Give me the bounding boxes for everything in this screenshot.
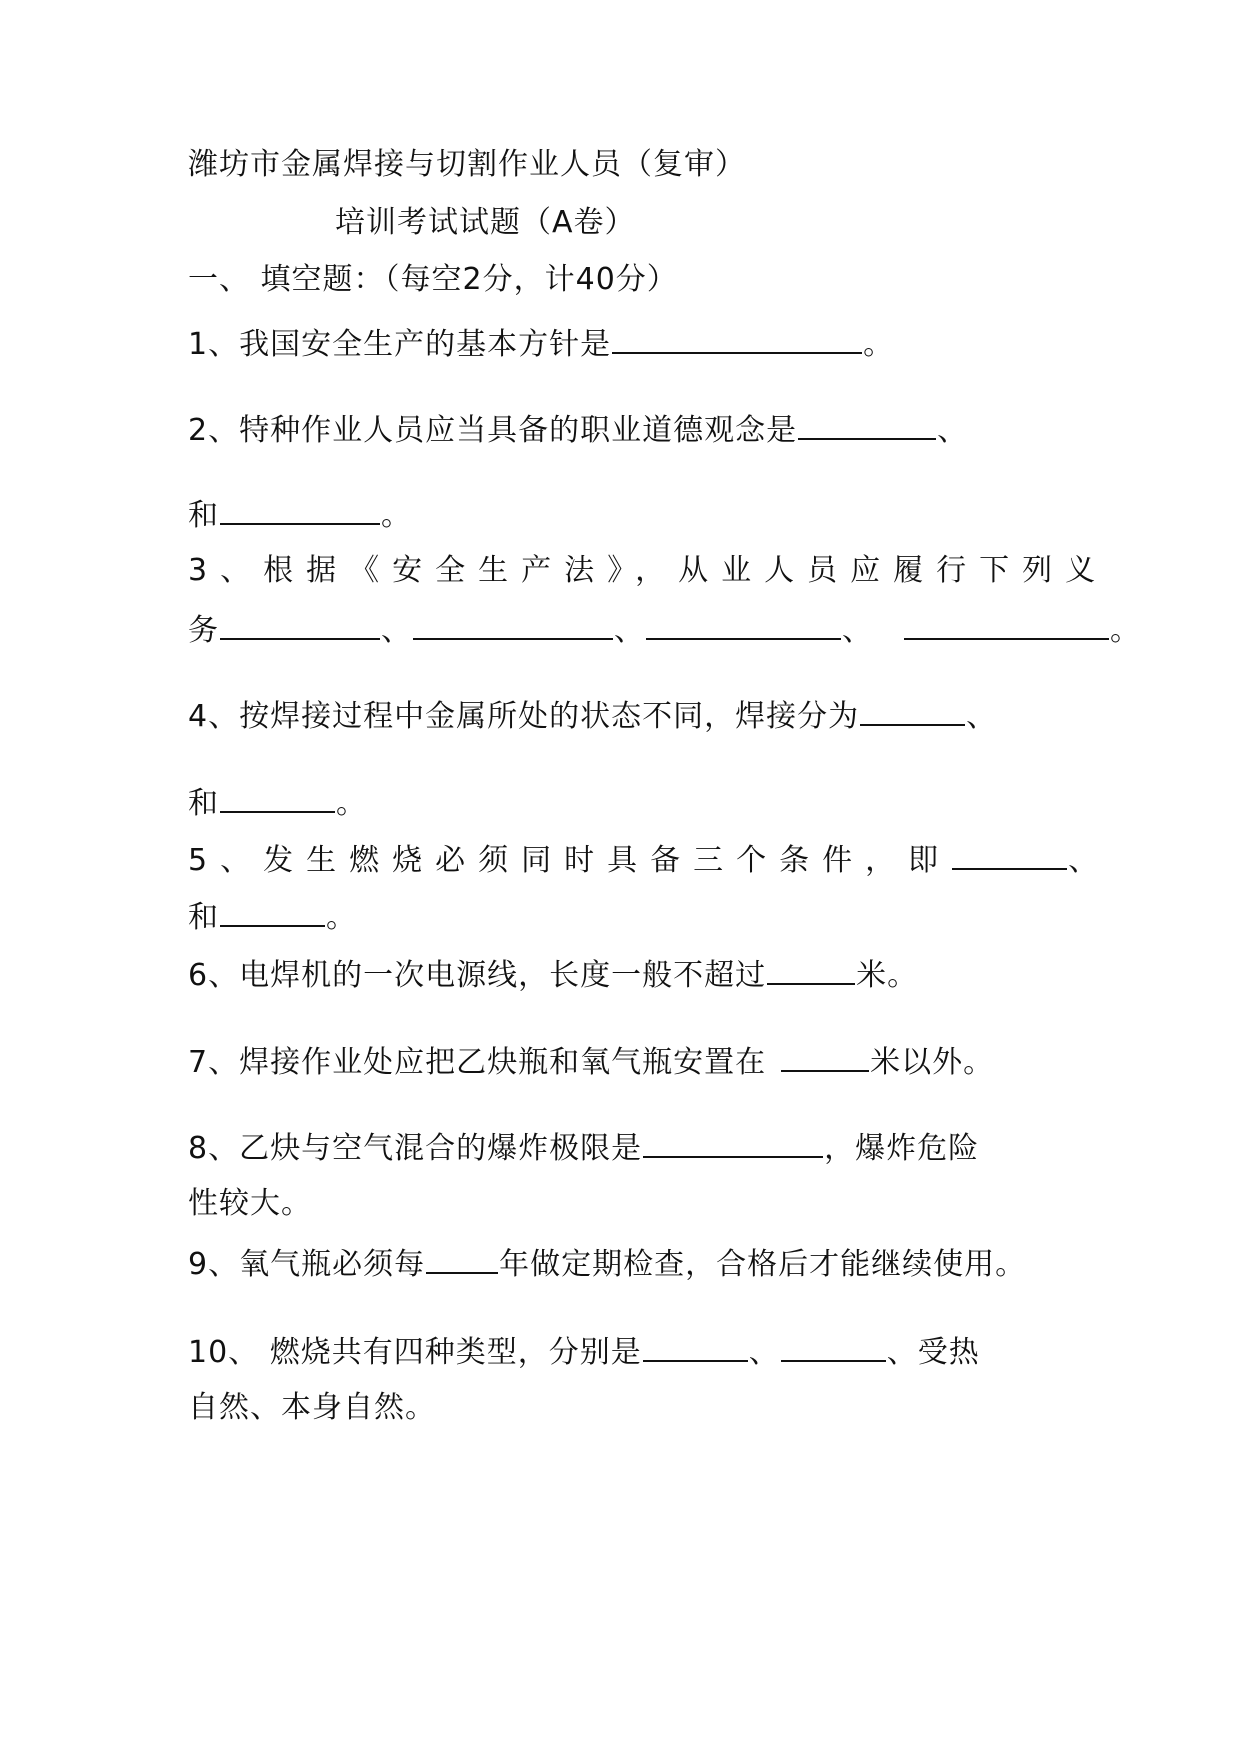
answer-blank[interactable] — [781, 1330, 886, 1362]
answer-blank[interactable] — [413, 608, 613, 640]
answer-blank[interactable] — [860, 694, 965, 726]
question-7: 7、焊接作业处应把乙炔瓶和氧气瓶安置在 米以外。 — [188, 1040, 994, 1083]
question-6: 6、电焊机的一次电源线，长度一般不超过 米。 — [188, 953, 918, 996]
question-5-cont: 和 。 — [188, 895, 357, 938]
answer-blank[interactable] — [767, 953, 855, 985]
answer-blank[interactable] — [643, 1330, 748, 1362]
question-text: 5、发生燃烧必须同时具备三个条件，即 — [188, 843, 952, 878]
title-line-1: 潍坊市金属焊接与切割作业人员（复审） — [188, 147, 746, 182]
question-text: 6、电焊机的一次电源线，长度一般不超过 — [188, 958, 767, 993]
answer-blank[interactable] — [220, 895, 325, 927]
question-text: 10、 燃烧共有四种类型，分别是 — [188, 1335, 642, 1370]
answer-blank[interactable] — [952, 838, 1067, 870]
title-line-2: 培训考试试题（A卷） — [335, 205, 636, 240]
question-8-cont: 性较大。 — [188, 1186, 312, 1221]
question-8: 8、乙炔与空气混合的爆炸极限是 ，爆炸危险 — [188, 1126, 979, 1169]
answer-blank[interactable] — [220, 493, 380, 525]
answer-blank[interactable] — [798, 408, 936, 440]
answer-blank[interactable] — [612, 322, 862, 354]
question-text: 8、乙炔与空气混合的爆炸极限是 — [188, 1131, 643, 1166]
question-3-cont: 务 、 、 、 。 — [188, 608, 1141, 651]
answer-blank[interactable] — [646, 608, 841, 640]
answer-blank[interactable] — [781, 1040, 869, 1072]
question-3: 3、根据《安全生产法》，从业人员应履行下列义 — [188, 553, 1109, 588]
question-2: 2、特种作业人员应当具备的职业道德观念是 、 — [188, 408, 968, 451]
question-text: 7、焊接作业处应把乙炔瓶和氧气瓶安置在 — [188, 1045, 767, 1080]
answer-blank[interactable] — [220, 608, 380, 640]
answer-blank[interactable] — [904, 608, 1109, 640]
question-text: 9、氧气瓶必须每 — [188, 1247, 426, 1282]
question-5: 5、发生燃烧必须同时具备三个条件，即 、 — [188, 838, 1099, 881]
question-9: 9、氧气瓶必须每 年做定期检查，合格后才能继续使用。 — [188, 1242, 1026, 1285]
question-4-cont: 和 。 — [188, 781, 367, 824]
question-text: 2、特种作业人员应当具备的职业道德观念是 — [188, 413, 798, 448]
section-heading: 一、 填空题：（每空2分，计40分） — [188, 262, 678, 297]
answer-blank[interactable] — [643, 1126, 823, 1158]
question-text: 1、我国安全生产的基本方针是 — [188, 327, 612, 362]
question-10: 10、 燃烧共有四种类型，分别是 、 、受热 — [188, 1330, 980, 1373]
question-1: 1、我国安全生产的基本方针是 。 — [188, 322, 894, 365]
question-10-cont: 自然、本身自然。 — [188, 1390, 436, 1425]
question-4: 4、按焊接过程中金属所处的状态不同，焊接分为 、 — [188, 694, 997, 737]
question-2-cont: 和 。 — [188, 493, 412, 536]
answer-blank[interactable] — [220, 781, 335, 813]
answer-blank[interactable] — [426, 1242, 498, 1274]
question-text: 4、按焊接过程中金属所处的状态不同，焊接分为 — [188, 699, 860, 734]
